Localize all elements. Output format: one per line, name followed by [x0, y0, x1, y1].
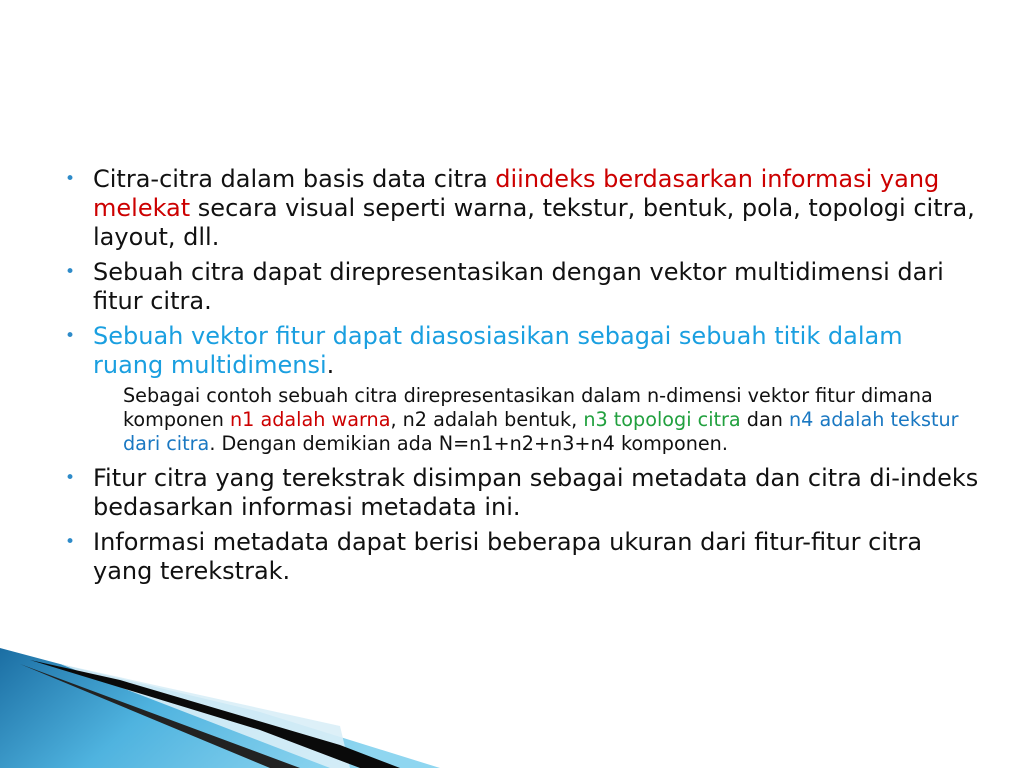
highlight-red: n1 adalah warna [230, 408, 391, 431]
bullet-icon: • [65, 532, 76, 552]
text: Sebuah citra dapat direpresentasikan dengan vektor multidimensi dari fitur citra. [93, 258, 944, 315]
bullet-item-4 [60, 464, 980, 522]
bullet-icon: • [65, 169, 76, 189]
highlight-blue: n4 adalah tekstur dari citra [123, 408, 959, 455]
bullet-list [60, 165, 980, 592]
text: secara visual seperti warna, tekstur, bentuk, pola, topologi citra, layout, dll. [93, 194, 975, 251]
bullet-icon: • [65, 326, 76, 346]
bullet-item-5 [60, 528, 980, 586]
text: . [326, 351, 335, 379]
text: . Dengan demikian ada N=n1+n2+n3+n4 komponen. [209, 432, 728, 455]
text: Fitur citra yang terekstrak disimpan sebagai metadata dan citra di-indeks bedasarkan informasi metadata ini. [93, 464, 979, 521]
bullet-icon: • [65, 468, 76, 488]
bullet-item-3 [60, 322, 980, 380]
text: dan [740, 408, 789, 431]
highlight-green: n3 topologi citra [583, 408, 741, 431]
text: Sebagai contoh sebuah citra direpresentasikan dalam n-dimensi vektor fitur dimana komponen [123, 384, 933, 431]
bullet-item-2 [60, 258, 980, 316]
bullet-icon: • [65, 262, 76, 282]
text: , n2 adalah bentuk, [390, 408, 584, 431]
text: Citra-citra dalam basis data citra [93, 165, 496, 193]
highlight-cyan: Sebuah vektor fitur dapat diasosiasikan sebagai sebuah titik dalam ruang multidimensi [93, 322, 903, 379]
sub-paragraph [60, 384, 980, 456]
text: Informasi metadata dapat berisi beberapa ukuran dari fitur-fitur citra yang terekstrak. [93, 528, 923, 585]
highlight-red: diindeks berdasarkan informasi yang melekat [93, 165, 940, 222]
bullet-item-1 [60, 165, 980, 252]
